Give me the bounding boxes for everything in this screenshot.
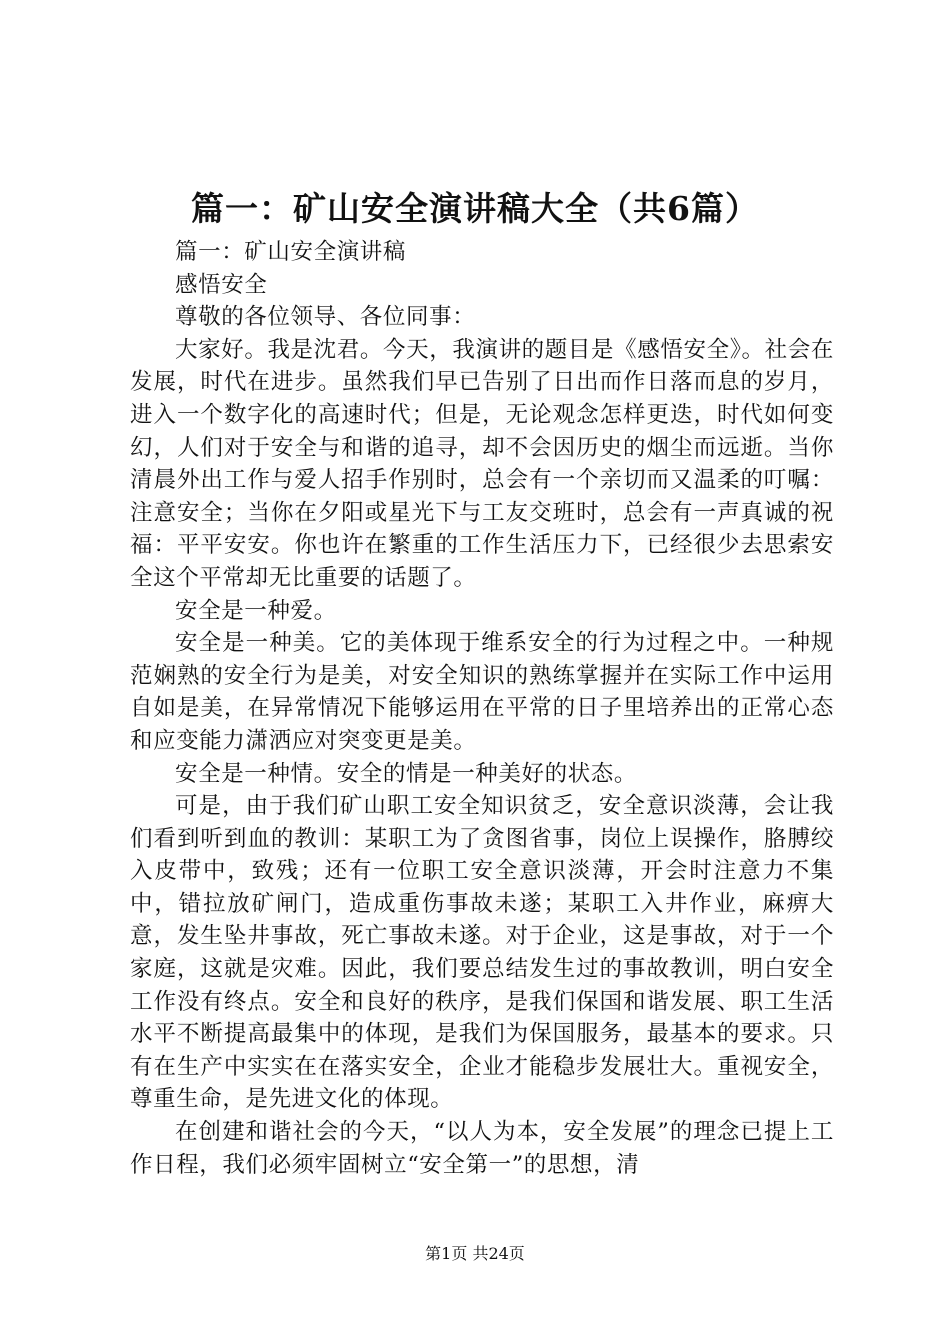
paragraph: 安全是一种爱。 xyxy=(175,597,337,624)
page-number-footer: 第1页 共24页 xyxy=(425,1244,525,1263)
paragraph: 大家好。我是沈君。今天，我演讲的题目是《感悟安全》。社会在发展，时代在进步。虽然我们早已告别了日出而作日落而息的岁月，进入一个数字化的高速时代；但是，无论观念怎样更迭，时代如何变幻，人们对于安全与和谐的追寻，却不会因历史的烟尘而远逝。当你清晨外出工作与爱人招手作别时，总会有一个亲切而又温柔的叮嘱：注意安全；当你在夕阳或星光下与工友交班时，总会有一声真诚的祝福：平平安安。你也许在繁重的工作生活压力下，已经很少去思索安全这个平常却无比重要的话题了。 xyxy=(130,336,834,591)
paragraph-subtitle: 篇一：矿山安全演讲稿 xyxy=(175,239,407,265)
paragraph: 在创建和谐社会的今天，“以人为本，安全发展”的理念已提上工作日程，我们必须牢固树立“安全第一”的思想，清 xyxy=(130,1119,834,1178)
paragraph-speech-title: 感悟安全 xyxy=(175,271,268,298)
document-title: 篇一：矿山安全演讲稿大全（共6篇） xyxy=(191,189,759,228)
paragraph: 可是，由于我们矿山职工安全知识贫乏，安全意识淡薄，会让我们看到听到血的教训：某职工为了贪图省事，岗位上误操作，胳膊绞入皮带中，致残；还有一位职工安全意识淡薄，开会时注意力不集中，错拉放矿闸门，造成重伤事故未遂；某职工入井作业，麻痹大意，发生坠井事故，死亡事故未遂。对于企业，这是事故，对于一个家庭，这就是灾难。因此，我们要总结发生过的事故教训，明白安全工作没有终点。安全和良好的秩序，是我们保国和谐发展、职工生活水平不断提高最集中的体现，是我们为保国服务，最基本的要求。只有在生产中实实在在落实安全，企业才能稳步发展壮大。重视安全，尊重生命，是先进文化的体现。 xyxy=(130,793,834,1113)
paragraph: 安全是一种美。它的美体现于维系安全的行为过程之中。一种规范娴熟的安全行为是美，对安全知识的熟练掌握并在实际工作中运用自如是美，在异常情况下能够运用在平常的日子里培养出的正常心态和应变能力潇洒应对突变更是美。 xyxy=(130,630,834,754)
paragraph: 安全是一种情。安全的情是一种美好的状态。 xyxy=(175,760,638,787)
paragraph-salutation: 尊敬的各位领导、各位同事： xyxy=(175,304,476,331)
document-body xyxy=(130,236,834,1181)
